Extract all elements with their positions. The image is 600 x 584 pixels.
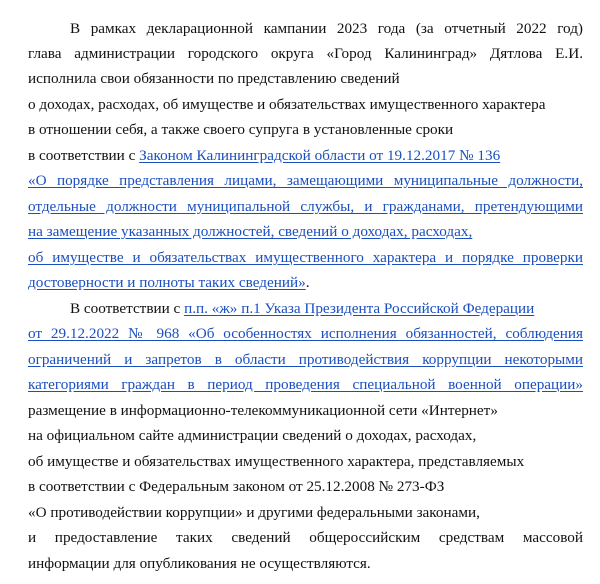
- paragraph-2-line-7: [28, 453, 524, 471]
- paragraph-1-line-11: [28, 274, 310, 292]
- paragraph-2-line-4: [28, 376, 583, 394]
- text: в отношении себя, а также своего супруга в установленные сроки: [28, 121, 454, 138]
- regional-law-link[interactable]: Законом Калининградской области от 19.12.2017 № 136: [139, 147, 501, 164]
- paragraph-2-line-3: [28, 351, 583, 369]
- text: В соответствии с: [70, 300, 185, 317]
- text: В рамках декларационной кампании 2023 года (за отчетный 2022 год): [70, 20, 583, 37]
- paragraph-1-line-4: [28, 96, 545, 114]
- paragraph-2-line-5: [28, 402, 498, 420]
- paragraph-2-line-9: [28, 504, 480, 522]
- paragraph-1-line-1: [70, 20, 583, 38]
- paragraph-1-line-10: [28, 249, 583, 267]
- text: глава администрации городского округа «Город Калининград» Дятлова Е.И.: [28, 45, 583, 62]
- presidential-decree-link-cont-2[interactable]: ограничений и запретов в области противодействия коррупции некоторыми: [28, 351, 583, 368]
- text: в соответствии с: [28, 147, 140, 164]
- paragraph-1-line-2: [28, 45, 583, 63]
- regional-law-link-cont-1[interactable]: «О порядке представления лицами, замещающими муниципальные должности,: [28, 172, 583, 189]
- text: и предоставление таких сведений общероссийским средствам массовой: [28, 529, 583, 546]
- text: на официальном сайте администрации сведений о доходах, расходах,: [28, 427, 477, 444]
- paragraph-1-line-6: [28, 147, 500, 165]
- paragraph-1-line-7: [28, 172, 583, 190]
- paragraph-1-line-8: [28, 198, 583, 216]
- paragraph-2-line-2: [28, 325, 583, 343]
- regional-law-link-cont-3[interactable]: на замещение указанных должностей, сведений о доходах, расходах,: [28, 223, 473, 240]
- paragraph-2-line-11: [28, 555, 371, 573]
- text: об имуществе и обязательствах имущественного характера, представляемых: [28, 453, 525, 470]
- text: «О противодействии коррупции» и другими федеральными законами,: [28, 504, 480, 521]
- text: исполнила свои обязанности по представлению сведений: [28, 70, 400, 87]
- paragraph-2-line-6: [28, 427, 476, 445]
- regional-law-link-cont-5[interactable]: достоверности и полноты таких сведений»: [28, 274, 306, 291]
- regional-law-link-cont-2[interactable]: отдельные должности муниципальной службы, и гражданами, претендующими: [28, 198, 583, 215]
- paragraph-2-line-10: [28, 529, 583, 547]
- text: в соответствии с Федеральным законом от 25.12.2008 № 273-ФЗ: [28, 478, 445, 495]
- text: о доходах, расходах, об имуществе и обязательствах имущественного характера: [28, 96, 546, 113]
- paragraph-1-line-3: [28, 70, 400, 88]
- paragraph-2-line-1: [70, 300, 534, 318]
- presidential-decree-link[interactable]: п.п. «ж» п.1 Указа Президента Российской Федерации: [184, 300, 535, 317]
- paragraph-1-line-9: [28, 223, 472, 241]
- text: размещение в информационно-телекоммуникационной сети «Интернет»: [28, 402, 498, 419]
- paragraph-1-line-5: [28, 121, 453, 139]
- presidential-decree-link-cont-1[interactable]: от 29.12.2022 № 968 «Об особенностях исполнения обязанностей, соблюдения: [28, 325, 583, 342]
- text: информации для опубликования не осуществляются.: [28, 555, 371, 572]
- text: .: [305, 274, 310, 291]
- presidential-decree-link-cont-3[interactable]: категориями граждан в период проведения специальной военной операции»: [28, 376, 583, 393]
- paragraph-2-line-8: [28, 478, 444, 496]
- regional-law-link-cont-4[interactable]: об имуществе и обязательствах имущественного характера и порядке проверки: [28, 249, 583, 266]
